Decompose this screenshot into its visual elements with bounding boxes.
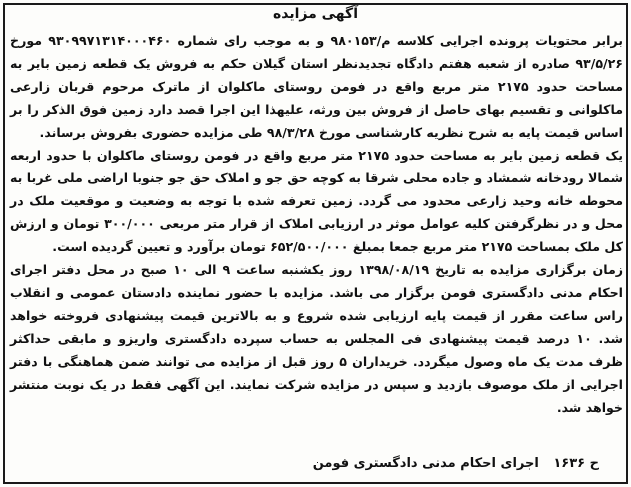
notice-title: آگهی مزایده <box>272 6 358 22</box>
notice-body <box>10 30 623 419</box>
footer-signature: اجرای احکام مدنی دادگستری فومن <box>312 456 539 471</box>
footer-code: ح ۱۶۳۶ <box>553 456 599 471</box>
notice-footer <box>10 456 623 471</box>
notice-paragraph-3: زمان برگزاری مزایده به تاریخ ۱۳۹۸/۰۸/۱۹ روز یکشنبه ساعت ۹ الی ۱۰ صبح در محل دفتر اجرای احکام مدنی دادگستری فومن برگزار می باشد. مزایده با حضور نماینده دادستان عمومی و انقلاب راس ساعت مقرر از قیمت پایه ارزیابی شده شروع و به بالاترین قیمت پیشنهادی فروخته خواهد شد. ۱۰ درصد قیمت پیشنهادی فی المجلس به حساب سپرده دادگستری واریزو و مابقی حداکثر ظرف مدت یک ماه وصول میگردد. خریداران ۵ روز قبل از مزایده می توانند ضمن هماهنگی با دفتر اجرایی از ملک موصوف بازدید و سپس در مزایده شرکت نمایند. این آگهی فقط در یک نوبت منتشر خواهد شد. <box>10 262 623 415</box>
notice-paragraph-1: برابر محتویات پرونده اجرایی کلاسه م/۹۸۰۱۵۳ و به موجب رای شماره ۹۳۰۹۹۷۱۳۱۴۰۰۰۴۶۰ مورخ ۹۳/۵/۲۶ صادره از شعبه هفتم دادگاه تجدیدنظر استان گیلان حکم به فروش یک قطعه زمین بایر به مساحت حدود ۲۱۷۵ متر مربع واقع در فومن روستای ماکلوان از ماترک مرحوم قربان زارعی ماکلوانی و تقسیم بهای حاصل از فروش بین ورثه، علیهذا این اجرا قصد دارد زمین فوق الذکر را بر اساس قیمت پایه به شرح نظریه کارشناسی مورخ ۹۸/۳/۲۸ طی مزایده حضوری بفروش برساند. <box>10 33 623 140</box>
notice-paragraph-2: یک قطعه زمین بایر به مساحت حدود ۲۱۷۵ متر مربع واقع در فومن روستای ماکلوان با حدود اربعه شمالا رودخانه شمشاد و جاده محلی شرقا به کوچه حق جو و املاک حق جو جنوبا اراضی ملی غربا به محوطه خانه وحید زارعی محدود می گردد. زمین تعرفه شده با توجه به وضعیت و موقعیت ملک در محل و در نظرگرفتن کلیه عوامل موثر در ارزیابی املاک از قرار متر مربعی ۳۰۰/۰۰۰ تومان و ارزش کل ملک بمساحت ۲۱۷۵ متر مربع جمعا بمبلغ ۶۵۲/۵۰۰/۰۰۰ تومان برآورد و تعیین گردیده است. <box>10 147 624 255</box>
